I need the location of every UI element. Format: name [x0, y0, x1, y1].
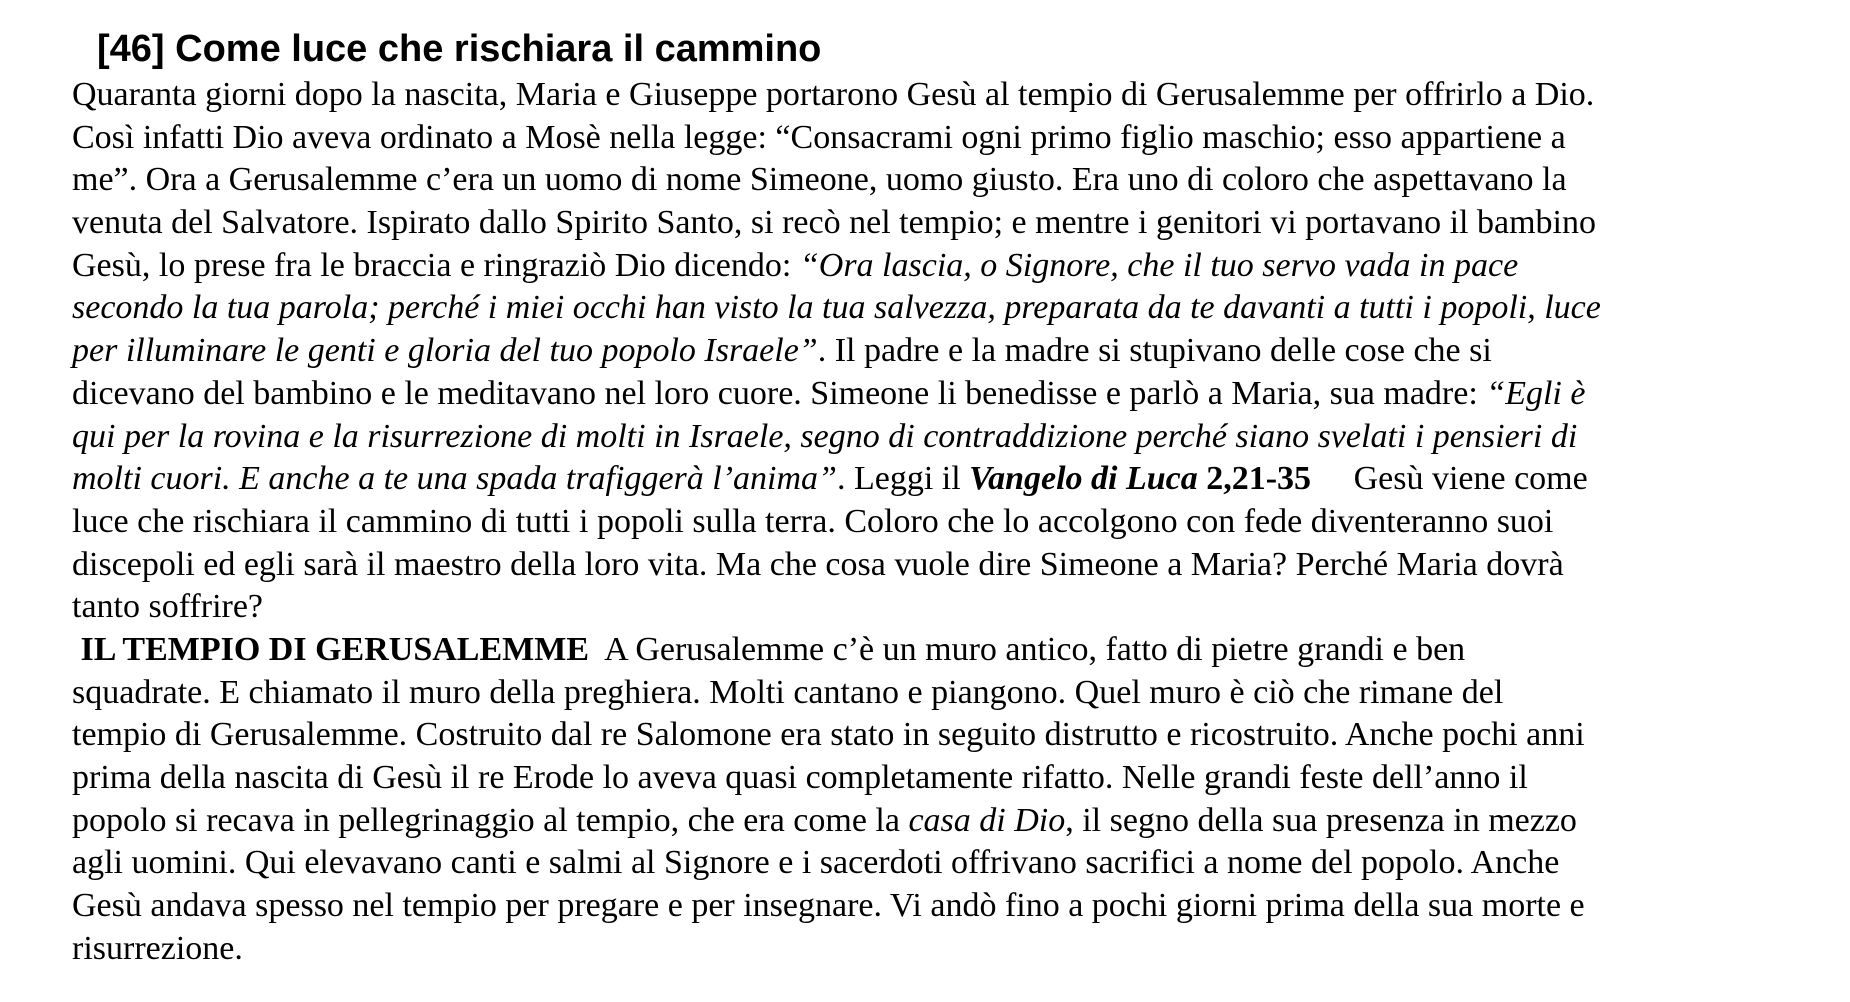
- text-run: popolo si recava in pellegrinaggio al tempio, che era come la: [72, 801, 909, 839]
- quote-text: “Egli è: [1486, 374, 1586, 412]
- gospel-reference: Vangelo di Luca: [969, 460, 1198, 498]
- emphasis-text: casa di Dio: [908, 801, 1066, 839]
- text-line: [72, 373, 1792, 416]
- text-run: dicevano del bambino e le meditavano nel loro cuore. Simeone li benedisse e parlò a Maria, sua madre:: [72, 374, 1487, 412]
- text-run: Gesù, lo prese fra le braccia e ringraziò Dio dicendo:: [72, 246, 800, 284]
- text-line: [72, 245, 1792, 288]
- text-line: risurrezione.: [72, 929, 243, 967]
- text-line: prima della nascita di Gesù il re Erode lo aveva quasi completamente rifatto. Nelle grandi feste dell’anno il: [72, 759, 1528, 796]
- text-line: [72, 330, 1792, 373]
- text-line: tempio di Gerusalemme. Costruito dal re Salomone era stato in seguito distrutto e ricostruito. Anche pochi anni: [72, 716, 1585, 754]
- text-line: tanto soffrire?: [72, 588, 264, 626]
- text-line: agli uomini. Qui elevavano canti e salmi al Signore e i sacerdoti offrivano sacrifici a nome del popolo. Anche: [72, 844, 1560, 882]
- document-body: [72, 74, 1792, 970]
- quote-text: per illuminare le genti e gloria del tuo popolo Israele”: [72, 332, 818, 370]
- quote-line: secondo la tua parola; perché i miei occhi han visto la tua salvezza, preparata da te davanti a tutti i popoli, luce: [72, 289, 1601, 327]
- text-run: , il segno della sua presenza in mezzo: [1065, 801, 1577, 839]
- text-line: venuta del Salvatore. Ispirato dallo Spirito Santo, si recò nel tempio; e mentre i genitori vi portavano il bambino: [72, 204, 1596, 242]
- text-run: A Gerusalemme c’è un muro antico, fatto di pietre grandi e ben: [589, 630, 1466, 668]
- text-line: me”. Ora a Gerusalemme c’era un uomo di nome Simeone, uomo giusto. Era uno di coloro che aspettavano la: [72, 161, 1567, 199]
- verse-reference: 2,21-35: [1197, 460, 1312, 498]
- section-heading: IL TEMPIO DI GERUSALEMME: [72, 630, 590, 668]
- text-line: [72, 800, 1792, 843]
- quote-text: molti cuori. E anche a te una spada trafiggerà l’anima”: [72, 460, 837, 498]
- text-run: Gesù viene come: [1311, 460, 1588, 498]
- text-line: Così infatti Dio aveva ordinato a Mosè nella legge: “Consacrami ogni primo figlio maschio; esso appartiene a: [72, 118, 1566, 156]
- page-title: [46] Come luce che rischiara il cammino: [97, 28, 822, 70]
- text-line: luce che rischiara il cammino di tutti i popoli sulla terra. Coloro che lo accolgono con fede diventeranno suoi: [72, 502, 1554, 540]
- quote-text: “Ora lascia, o Signore, che il tuo servo vada in pace: [799, 246, 1519, 284]
- text-line: [72, 629, 1792, 672]
- text-line: Quaranta giorni dopo la nascita, Maria e Giuseppe portarono Gesù al tempio di Gerusalemme per offrirlo a Dio.: [72, 76, 1595, 113]
- text-line: discepoli ed egli sarà il maestro della loro vita. Ma che cosa vuole dire Simeone a Maria? Perché Maria dovrà: [72, 545, 1564, 583]
- text-run: . Il padre e la madre si stupivano delle cose che si: [817, 332, 1492, 370]
- text-line: squadrate. E chiamato il muro della preghiera. Molti cantano e piangono. Quel muro è ciò che rimane del: [72, 673, 1504, 711]
- quote-line: qui per la rovina e la risurrezione di molti in Israele, segno di contraddizione perché siano svelati i pensieri di: [72, 417, 1578, 455]
- text-line: Gesù andava spesso nel tempio per pregare e per insegnare. Vi andò fino a pochi giorni prima della sua morte e: [72, 887, 1585, 925]
- text-run: . Leggi il: [836, 460, 970, 498]
- text-line: [72, 458, 1792, 501]
